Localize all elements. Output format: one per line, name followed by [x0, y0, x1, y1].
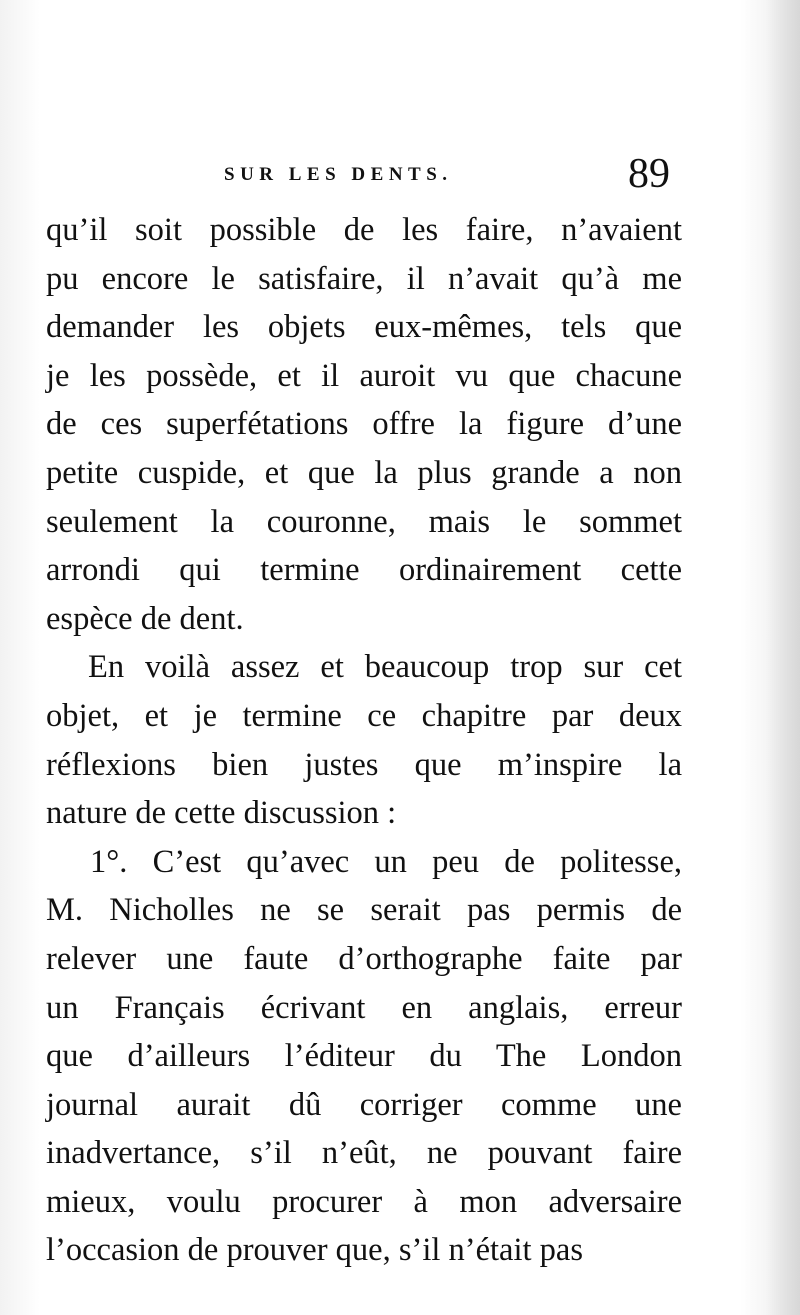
- text-line: arrondi qui termine ordinairement cette: [46, 552, 682, 589]
- text-line: de ces superfétations offre la figure d’une: [46, 406, 682, 443]
- running-head: [0, 150, 800, 200]
- text-line: nature de cette discussion :: [46, 795, 397, 832]
- text-line: objet, et je termine ce chapitre par deux: [46, 697, 682, 734]
- running-title: SUR LES DENTS.: [224, 164, 453, 185]
- text-line: 1°. C’est qu’avec un peu de politesse,: [90, 843, 682, 880]
- text-line: En voilà assez et beaucoup trop sur cet: [88, 649, 682, 686]
- text-line: mieux, voulu procurer à mon adversaire: [46, 1183, 682, 1220]
- text-line: réflexions bien justes que m’inspire la: [46, 746, 682, 783]
- text-line: pu encore le satisfaire, il n’avait qu’à me: [46, 260, 682, 297]
- text-line: relever une faute d’orthographe faite par: [46, 940, 682, 977]
- text-line: que d’ailleurs l’éditeur du The London: [46, 1038, 682, 1075]
- text-line: un Français écrivant en anglais, erreur: [46, 989, 682, 1026]
- text-line: journal aurait dû corriger comme une: [46, 1086, 682, 1123]
- text-line: demander les objets eux-mêmes, tels que: [46, 309, 682, 346]
- text-line: seulement la couronne, mais le sommet: [46, 503, 682, 540]
- page-number: 89: [628, 151, 670, 197]
- body-text: [46, 206, 682, 1275]
- text-line: inadvertance, s’il n’eût, ne pouvant faire: [46, 1135, 682, 1172]
- text-line: je les possède, et il auroit vu que chacune: [46, 357, 682, 394]
- text-line: espèce de dent.: [46, 600, 244, 637]
- text-line: M. Nicholles ne se serait pas permis de: [46, 892, 682, 929]
- text-line: petite cuspide, et que la plus grande a non: [46, 454, 682, 491]
- text-line: qu’il soit possible de les faire, n’avaient: [46, 212, 682, 248]
- text-line: l’occasion de prouver que, s’il n’était pas: [46, 1232, 583, 1269]
